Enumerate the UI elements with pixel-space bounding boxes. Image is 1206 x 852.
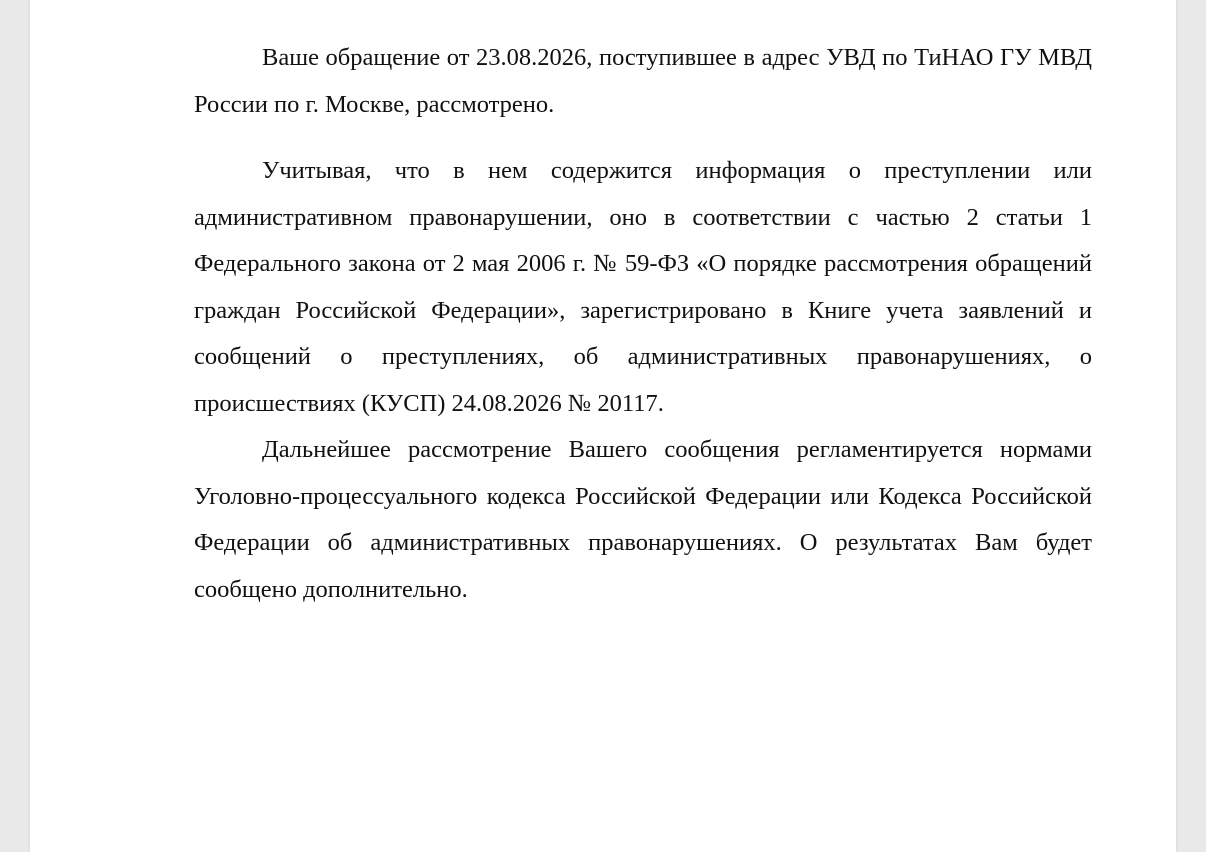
letter-body [194, 35, 1092, 613]
document-page [30, 0, 1176, 852]
paragraph-registration-kusp: Учитывая, что в нем содержится информация о преступлении или административном правонарушении, оно в соответствии с частью 2 статьи 1 Федерального закона от 2 мая 2006 г. № 59-ФЗ «О порядке рассмотрения обращений граждан Российской Федерации», зарегистрировано в Книге учета заявлений и сообщений о преступлениях, об административных правонарушениях, о происшествиях (КУСП) 24.08.2026 № 20117. [194, 157, 1092, 417]
paragraph-appeal-reviewed: Ваше обращение от 23.08.2026, поступившее в адрес УВД по ТиНАО ГУ МВД России по г. Москве, рассмотрено. [194, 44, 1092, 118]
paragraph-further-review: Дальнейшее рассмотрение Вашего сообщения регламентируется нормами Уголовно-процессуального кодекса Российской Федерации или Кодекса Российской Федерации об административных правонарушениях. О результатах Вам будет сообщено дополнительно. [194, 436, 1092, 603]
